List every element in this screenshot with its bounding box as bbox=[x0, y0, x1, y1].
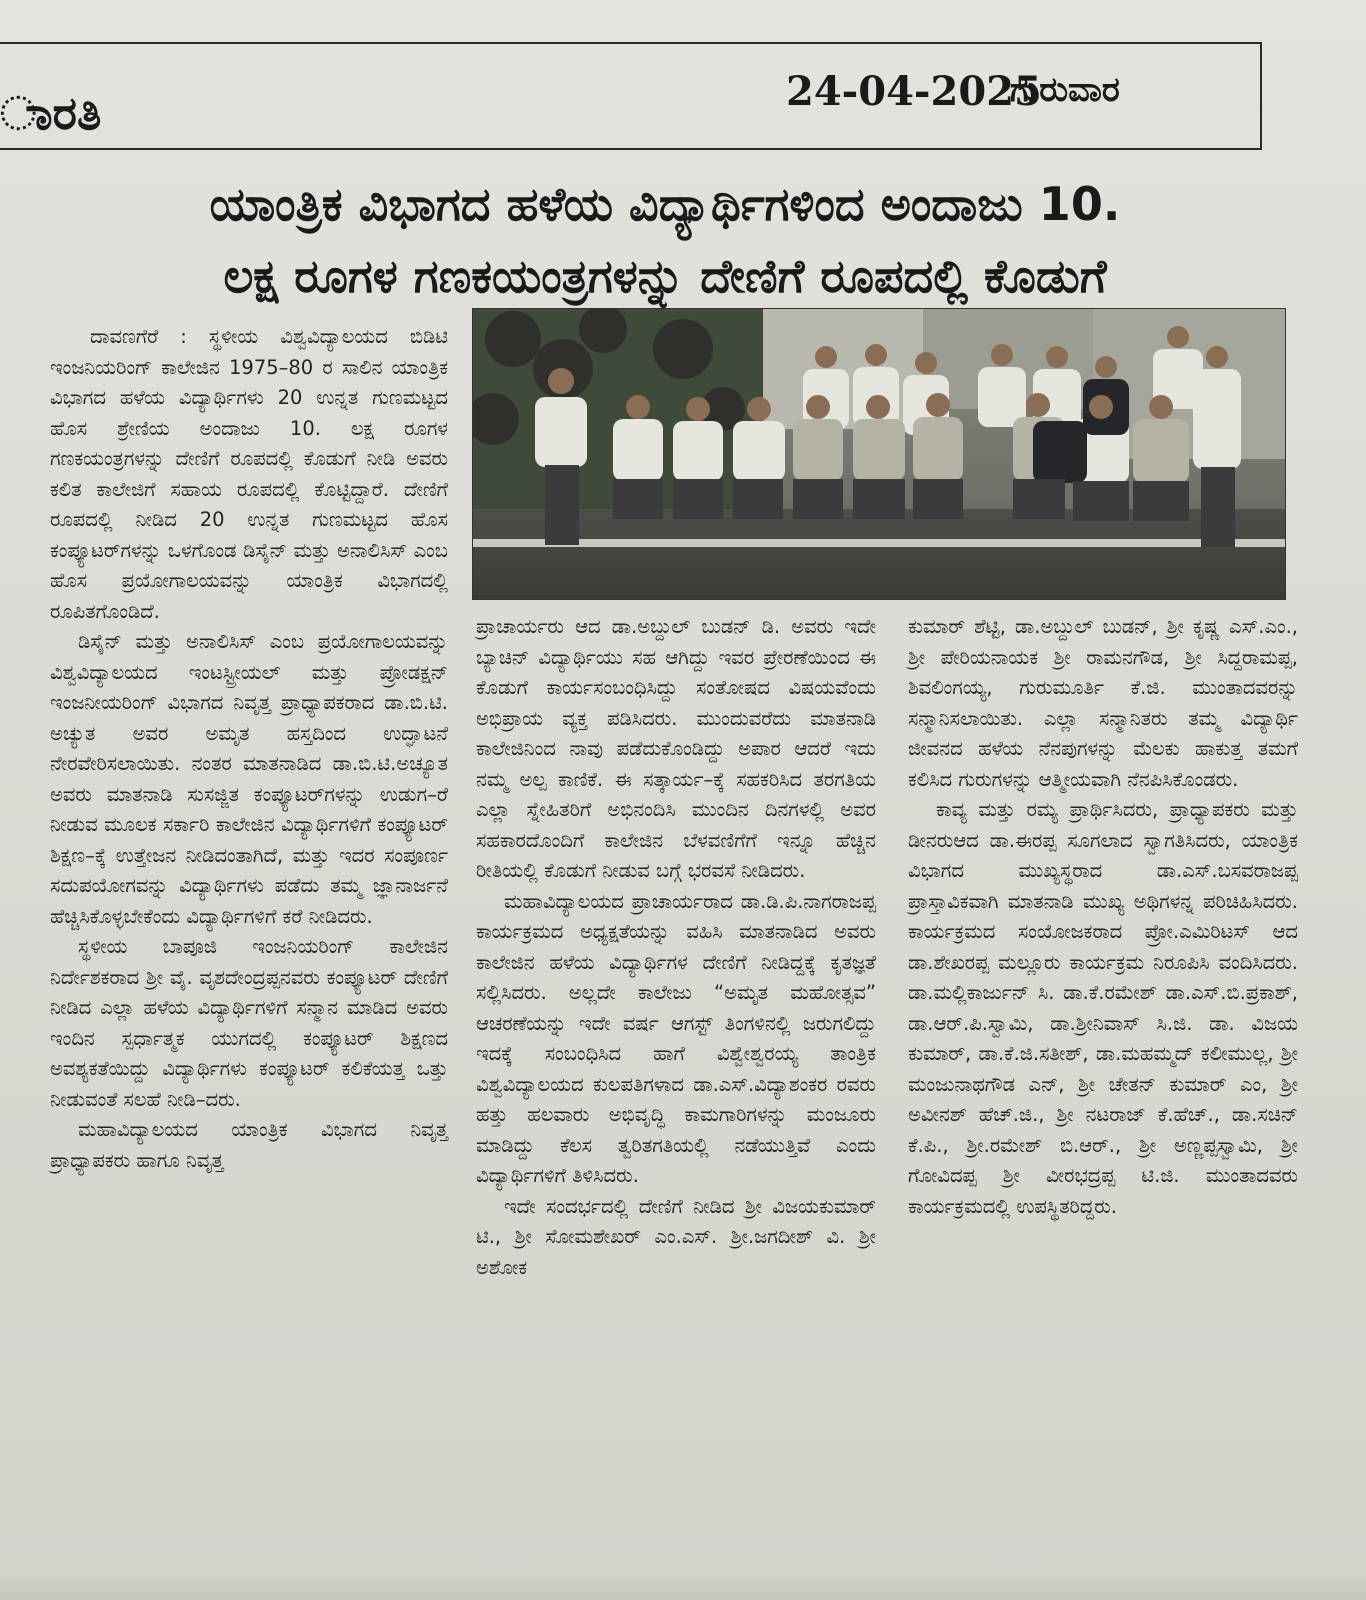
article-paragraph: ಕುಮಾರ್ ಶೆಟ್ಟಿ, ಡಾ.ಅಬ್ದುಲ್ ಬುಡನ್, ಶ್ರೀ ಕೃಷ್ಣ ಎಸ್.ಎಂ., ಶ್ರೀ ಪೇರಿಯನಾಯಕ ಶ್ರೀ ರಾಮನಗೌಡ, ಶ್ರೀ ಸಿದ್ದರಾಮಪ್ಪ, ಶಿವಲಿಂಗಯ್ಯ, ಗುರುಮೂರ್ತಿ ಕೆ.ಜಿ. ಮುಂತಾದವರನ್ನು ಸನ್ಮಾನಿಸಲಾಯಿತು. ಎಲ್ಲಾ ಸನ್ಮಾನಿತರು ತಮ್ಮ ವಿದ್ಯಾರ್ಥಿ ಜೀವನದ ಹಳೆಯ ನೆನಪುಗಳನ್ನು ಮೆಲಕು ಹಾಕುತ್ತ ತಮಗೆ ಕಲಿಸಿದ ಗುರುಗಳನ್ನು ಆತ್ಮೀಯವಾಗಿ ನೆನಪಿಸಿಕೊಂಡರು. bbox=[908, 615, 1298, 791]
headline-line-2: ಲಕ್ಷ ರೂಗಳ ಗಣಕಯಂತ್ರಗಳನ್ನು ದೇಣಿಗೆ ರೂಪದಲ್ಲಿ ಕೊಡುಗೆ bbox=[223, 249, 1107, 303]
group-photo-image bbox=[473, 309, 1285, 599]
article-column-1 bbox=[50, 322, 448, 1176]
article-paragraph: ಡಿಸೈನ್ ಮತ್ತು ಅನಾಲಿಸಿಸ್ ಎಂಬ ಪ್ರಯೋಗಾಲಯವನ್ನು ವಿಶ್ವವಿದ್ಯಾಲಯದ ಇಂಟಸ್ಟ್ರೀಯಲ್ ಮತ್ತು ಪ್ರೋಡಕ್ಷನ್ ಇಂಜನೀಯರಿಂಗ್ ವಿಭಾಗದ ನಿವೃತ್ತ ಪ್ರಾಧ್ಯಾಪಕರಾದ ಡಾ.ಬಿ.ಟಿ. ಅಚ್ಯುತ ಅವರ ಅಮೃತ ಹಸ್ತದಿಂದ ಉದ್ಘಾಟನೆ ನೇರವೇರಿಸಲಾಯಿತು. ನಂತರ ಮಾತನಾಡಿದ ಡಾ.ಬಿ.ಟಿ.ಅಚ್ಯೂತ ಅವರು ಮಾತನಾಡಿ ಸುಸಜ್ಜಿತ ಕಂಪ್ಯೂಟರ್‌ಗಳನ್ನು ಉಡುಗ–ರೆ ನೀಡುವ ಮೂಲಕ ಸರ್ಕಾರಿ ಕಾಲೇಜಿನ ವಿದ್ಯಾರ್ಥಿಗಳಿಗೆ ಕಂಪ್ಯೂಟರ್ ಶಿಕ್ಷಣ–ಕ್ಕೆ ಉತ್ತೇಜನ ನೀಡಿದಂತಾಗಿದೆ, ಮತ್ತು ಇದರ ಸಂಪೂರ್ಣ ಸದುಪಯೋಗವನ್ನು ವಿದ್ಯಾರ್ಥಿಗಳು ಪಡೆದು ತಮ್ಮ ಜ್ಞಾನಾರ್ಜನೆ ಹೆಚ್ಚಿಸಿಕೊಳ್ಳಬೇಕೆಂದು ವಿದ್ಯಾರ್ಥಿಗಳಿಗೆ ಕರೆ ನೀಡಿದರು. bbox=[50, 630, 448, 928]
article-paragraph: ಮಹಾವಿದ್ಯಾಲಯದ ಪ್ರಾಚಾರ್ಯರಾದ ಡಾ.ಡಿ.ಪಿ.ನಾಗರಾಜಪ್ಪ ಕಾರ್ಯಕ್ರಮದ ಅಧ್ಯಕ್ಷತೆಯನ್ನು ವಹಿಸಿ ಮಾತನಾಡಿದ ಅವರು ಕಾಲೇಜಿನ ಹಳೆಯ ವಿದ್ಯಾರ್ಥಿಗಳ ದೇಣಿಗೆ ನೀಡಿದ್ದಕ್ಕೆ ಕೃತಜ್ಞತೆ ಸಲ್ಲಿಸಿದರು. ಅಲ್ಲದೇ ಕಾಲೇಜು “ಅಮೃತ ಮಹೋತ್ಸವ” ಆಚರಣೆಯನ್ನು ಇದೇ ವರ್ಷ ಆಗಸ್ಟ್ ತಿಂಗಳಿನಲ್ಲಿ ಜರುಗಲಿದ್ದು ಇದಕ್ಕೆ ಸಂಬಂಧಿಸಿದ ಹಾಗೆ ವಿಶ್ವೇಶ್ವರಯ್ಯ ತಾಂತ್ರಿಕ ವಿಶ್ವವಿದ್ಯಾಲಯದ ಕುಲಪತಿಗಳಾದ ಡಾ.ಎಸ್.ವಿದ್ಯಾಶಂಕರ ರವರು ಹತ್ತು ಹಲವಾರು ಅಭಿವೃದ್ಧಿ ಕಾಮಗಾರಿಗಳನ್ನು ಮಂಜೂರು ಮಾಡಿದ್ದು ಕೆಲಸ ತ್ವರಿತಗತಿಯಲ್ಲಿ ನಡೆಯುತ್ತಿವೆ ಎಂದು ವಿದ್ಯಾರ್ಥಿಗಳಿಗೆ ತಿಳಿಸಿದರು. bbox=[476, 889, 876, 1187]
headline-line-1: ಯಾಂತ್ರಿಕ ವಿಭಾಗದ ಹಳೆಯ ವಿದ್ಯಾರ್ಥಿಗಳಿಂದ ಅಂದಾಜು 10. bbox=[209, 177, 1121, 231]
article-column-2 bbox=[476, 612, 876, 1283]
group-photo bbox=[472, 308, 1286, 600]
article-paragraph: ಇದೇ ಸಂದರ್ಭದಲ್ಲಿ ದೇಣಿಗೆ ನೀಡಿದ ಶ್ರೀ ವಿಜಯಕುಮಾರ್ ಟಿ., ಶ್ರೀ ಸೋಮಶೇಖರ್ ಎಂ.ಎಸ್. ಶ್ರೀ.ಜಗದೀಶ್ ವಿ. ಶ್ರೀ ಅಶೋಕ bbox=[476, 1194, 876, 1279]
article-paragraph: ಸ್ಥಳೀಯ ಬಾಪೂಜಿ ಇಂಜನಿಯರಿಂಗ್ ಕಾಲೇಜಿನ ನಿರ್ದೇಶಕರಾದ ಶ್ರೀ ವೈ. ವೃಶದೇಂದ್ರಪ್ಪನವರು ಕಂಪ್ಯೂಟರ್ ದೇಣಿಗೆ ನೀಡಿದ ಎಲ್ಲಾ ಹಳೆಯ ವಿದ್ಯಾರ್ಥಿಗಳಿಗೆ ಸನ್ಮಾನ ಮಾಡಿದ ಅವರು ಇಂದಿನ ಸ್ಪರ್ಧಾತ್ಮಕ ಯುಗದಲ್ಲಿ ಕಂಪ್ಯೂಟರ್ ಶಿಕ್ಷಣದ ಅವಶ್ಯಕತೆಯಿದ್ದು ವಿದ್ಯಾರ್ಥಿಗಳು ಕಂಪ್ಯೂಟರ್ ಕಲಿಕೆಯತ್ತ ಒತ್ತು ನೀಡುವಂತೆ ಸಲಹೆ ನೀಡಿ–ದರು. bbox=[50, 935, 448, 1111]
article-column-3 bbox=[908, 612, 1298, 1222]
article-paragraph: ಕಾವ್ಯ ಮತ್ತು ರಮ್ಯ ಪ್ರಾರ್ಥಿಸಿದರು, ಪ್ರಾಧ್ಯಾಪಕರು ಮತ್ತು ಡೀನರುಆದ ಡಾ.ಈರಪ್ಪ ಸೂಗಲಾದ ಸ್ವಾಗತಿಸಿದರು, ಯಾಂತ್ರಿಕ ವಿಭಾಗದ ಮುಖ್ಯಸ್ಥರಾದ ಡಾ.ಎಸ್.ಬಸವರಾಜಪ್ಪ ಪ್ರಾಸ್ತಾವಿಕವಾಗಿ ಮಾತನಾಡಿ ಮುಖ್ಯ ಅಥಿಗಳನ್ನ ಪರಿಚಿಹಿಸಿದರು. ಕಾರ್ಯಕ್ರಮದ ಸಂಯೋಜಕರಾದ ಪ್ರೋ.ಎಮಿರಿಟಸ್ ಆದ ಡಾ.ಶೇಖರಪ್ಪ ಮಲ್ಲೂರು ಕಾರ್ಯಕ್ರಮ ನಿರೂಪಿಸಿ ವಂದಿಸಿದರು. ಡಾ.ಮಲ್ಲಿಕಾರ್ಜುನ್ ಸಿ. ಡಾ.ಕೆ.ರಮೇಶ್ ಡಾ.ಎಸ್.ಬಿ.ಪ್ರಕಾಶ್, ಡಾ.ಆರ್.ಪಿ.ಸ್ವಾಮಿ, ಡಾ.ಶ್ರೀನಿವಾಸ್ ಸಿ.ಜಿ. ಡಾ. ವಿಜಯ ಕುಮಾರ್, ಡಾ.ಕೆ.ಜಿ.ಸತೀಶ್, ಡಾ.ಮಹಮ್ಮದ್ ಕಲೀಮುಲ್ಲ, ಶ್ರೀ ಮಂಜುನಾಥಗೌಡ ಎನ್, ಶ್ರೀ ಚೇತನ್ ಕುಮಾರ್ ಎಂ, ಶ್ರೀ ಅವೀನಶ್ ಹೆಚ್.ಜಿ., ಶ್ರೀ ನಟರಾಜ್ ಕೆ.ಹೆಚ್., ಡಾ.ಸಚಿನ್ ಕೆ.ಪಿ., ಶ್ರೀ.ರಮೇಶ್ ಬಿ.ಆರ್., ಶ್ರೀ ಅಣ್ಣಪ್ಪಸ್ವಾಮಿ, ಶ್ರೀ ಗೋವಿದಪ್ಪ ಶ್ರೀ ವೀರಭದ್ರಪ್ಪ ಟಿ.ಜಿ. ಮುಂತಾದವರು ಕಾರ್ಯಕ್ರಮದಲ್ಲಿ ಉಪಸ್ಥಿತರಿದ್ದರು. bbox=[908, 798, 1298, 1218]
page-bottom-edge bbox=[0, 1578, 1366, 1600]
newspaper-name: ಾರತಿ bbox=[0, 86, 102, 140]
article-paragraph: ಮಹಾವಿದ್ಯಾಲಯದ ಯಾಂತ್ರಿಕ ವಿಭಾಗದ ನಿವೃತ್ತ ಪ್ರಾಧ್ಯಾಪಕರು ಹಾಗೂ ನಿವೃತ್ತ bbox=[50, 1118, 448, 1172]
headline bbox=[50, 168, 1280, 312]
article-paragraph: ಪ್ರಾಚಾರ್ಯರು ಆದ ಡಾ.ಅಬ್ದುಲ್ ಬುಡನ್ ಡಿ. ಅವರು ಇದೇ ಬ್ಯಾಚಿನ್ ವಿದ್ಯಾರ್ಥಿಯು ಸಹ ಆಗಿದ್ದು ಇವರ ಪ್ರೇರಣೆಯಿಂದ ಈ ಕೊಡುಗೆ ಕಾರ್ಯಸಂಬಂಧಿಸಿದ್ದು ಸಂತೋಷದ ವಿಷಯವೆಂದು ಅಭಿಪ್ರಾಯ ವ್ಯಕ್ತ ಪಡಿಸಿದರು. ಮುಂದುವರೆದು ಮಾತನಾಡಿ ಕಾಲೇಜಿನಿಂದ ನಾವು ಪಡೆದುಕೊಂಡಿದ್ದು ಅಪಾರ ಆದರೆ ಇದು ನಮ್ಮ ಅಲ್ಪ ಕಾಣಿಕೆ. ಈ ಸತ್ಕಾರ್ಯ–ಕ್ಕೆ ಸಹಕರಿಸಿದ ತರಗತಿಯ ಎಲ್ಲಾ ಸ್ನೇಹಿತರಿಗೆ ಅಭಿನಂದಿಸಿ ಮುಂದಿನ ದಿನಗಳಲ್ಲಿ ಅವರ ಸಹಕಾರದೊಂದಿಗೆ ಕಾಲೇಜಿನ ಬೆಳವಣಿಗೆಗೆ ಇನ್ನೂ ಹೆಚ್ಚಿನ ರೀತಿಯಲ್ಲಿ ಕೊಡುಗೆ ನೀಡುವ ಬಗ್ಗೆ ಭರವಸೆ ನೀಡಿದರು. bbox=[476, 615, 876, 882]
publication-date: 24-04-2025 bbox=[786, 68, 1042, 115]
article-paragraph: ದಾವಣಗೆರೆ : ಸ್ಥಳೀಯ ವಿಶ್ವವಿದ್ಯಾಲಯದ ಬಿಡಿಟಿ ಇಂಜನಿಯರಿಂಗ್ ಕಾಲೇಜಿನ 1975–80 ರ ಸಾಲಿನ ಯಾಂತ್ರಿಕ ವಿಭಾಗದ ಹಳೆಯ ವಿದ್ಯಾರ್ಥಿಗಳು 20 ಉನ್ನತ ಗುಣಮಟ್ಟದ ಹೊಸ ಶ್ರೇಣಿಯ ಅಂದಾಜು 10. ಲಕ್ಷ ರೂಗಳ ಗಣಕಯಂತ್ರಗಳನ್ನು ದೇಣಿಗೆ ರೂಪದಲ್ಲಿ ಕೊಡುಗೆ ನೀಡಿ ಅವರು ಕಲಿತ ಕಾಲೇಜಿಗೆ ಸಹಾಯ ರೂಪದಲ್ಲಿ ಕೊಟ್ಟಿದ್ದಾರೆ. ದೇಣಿಗೆ ರೂಪದಲ್ಲಿ ನೀಡಿದ 20 ಉನ್ನತ ಗುಣಮಟ್ಟದ ಹೊಸ ಕಂಪ್ಯೂಟರ್‌ಗಳನ್ನು ಒಳಗೊಂಡ ಡಿಸೈನ್ ಮತ್ತು ಅನಾಲಿಸಿಸ್ ಎಂಬ ಹೊಸ ಪ್ರಯೋಗಾಲಯವನ್ನು ಯಾಂತ್ರಿಕ ವಿಭಾಗದಲ್ಲಿ ರೂಪಿತಗೊಂಡಿದೆ. bbox=[50, 325, 448, 623]
publication-day: ಗುರುವಾರ bbox=[1010, 70, 1120, 110]
